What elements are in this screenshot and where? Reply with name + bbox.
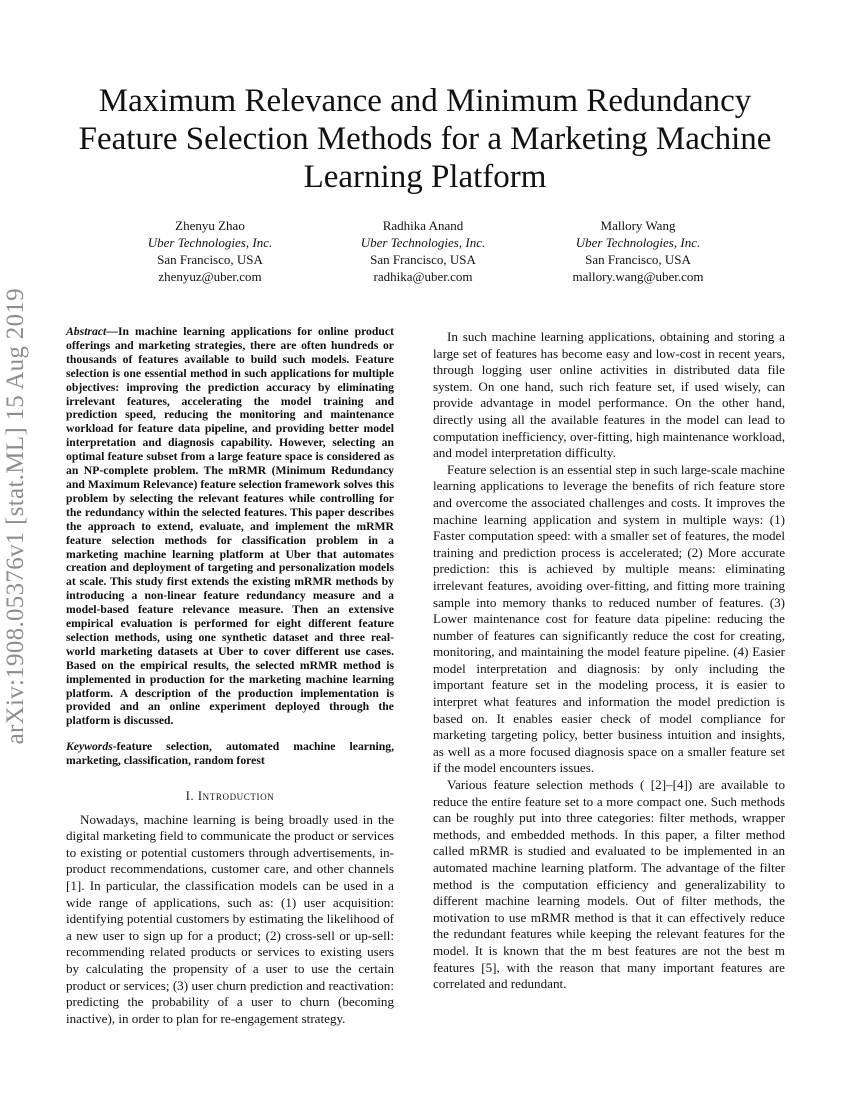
author-affiliation: Uber Technologies, Inc. xyxy=(360,235,486,250)
left-column xyxy=(66,325,394,1027)
author-location: San Francisco, USA xyxy=(370,252,476,267)
author-location: San Francisco, USA xyxy=(157,252,263,267)
author-email: radhika@uber.com xyxy=(373,269,473,284)
keywords-label: Keywords xyxy=(66,740,113,754)
author-block-1 xyxy=(100,217,320,285)
author-name: Zhenyu Zhao xyxy=(175,218,245,233)
right-column xyxy=(433,329,785,993)
author-affiliation: Uber Technologies, Inc. xyxy=(575,235,701,250)
abstract xyxy=(66,325,394,728)
author-email: mallory.wang@uber.com xyxy=(572,269,704,284)
keywords-text: -feature selection, automated machine learning, marketing, classification, random forest xyxy=(66,740,394,768)
author-affiliation: Uber Technologies, Inc. xyxy=(147,235,273,250)
section-heading-introduction: I. Introduction xyxy=(185,789,275,804)
intro-paragraph: Nowadays, machine learning is being broadly used in the digital marketing field to communicate the product or services to existing or potential customers through advertisements, in-product recommendations, customer care, and other channels [1]. In particular, the classification models can be used in a wide range of applications, such as: (1) user acquisition: identifying potential customers by estimating the likelihood of a new user to sign up for a product; (2) cross-sell or up-sell: recommending related products or services to existing users by calculating the propensity of a user to use the certain product or services; (3) user churn prediction and reactivation: predicting the probability of a user to churn (becoming inactive), in order to plan for re-engagement strategy. xyxy=(66,811,394,1026)
body-paragraph-2: Feature selection is an essential step in such large-scale machine learning applications to leverage the benefits of rich feature store and overcome the associated challenges and costs. It improves the machine learning application and system in multiple ways: (1) Faster computation speed: with a smaller set of features, the model training and prediction process is accelerated; (2) More accurate prediction: this is achieved by multiple means: eliminating irrelevant features, avoiding over-fitting, and fitting more training sample into memory thanks to reduced number of features. (3) Lower maintenance cost for feature data pipeline: reducing the number of features can significantly reduce the cost for creating, monitoring, and maintaining the model feature pipeline. (4) Easier model interpretation and diagnosis: by only including the important feature set in the modeling process, it is easier to interpret what features and information the model prediction is based on. It enables easier check of model compliance for marketing targeting policy, better business intuition and insights, as well as a more focused diagnosis space on a smaller feature set if the model encounters issues. xyxy=(433,461,785,776)
abstract-text: —In machine learning applications for online product offerings and marketing strategies, there are often hundreds or thousands of features available to build such models. Feature selection is one essential method in such applications for multiple objectives: improving the prediction accuracy by eliminating irrelevant features, accelerating the model training and prediction speed, reducing the monitoring and maintenance workload for feature data pipeline, and providing better model interpretation and diagnosis capability. However, selecting an optimal feature subset from a large feature space is considered as an NP-complete problem. The mRMR (Minimum Redundancy and Maximum Relevance) feature selection framework solves this problem by selecting the relevant features while controlling for the redundancy within the selected features. This paper describes the approach to extend, evaluate, and implement the mRMR feature selection methods for classification problem in a marketing machine learning platform at Uber that automates creation and deployment of targeting and personalization models at scale. This study first extends the existing mRMR methods by introducing a non-linear feature redundancy measure and a model-based feature relevance measure. Then an extensive empirical evaluation is performed for eight different feature selection methods, using one synthetic dataset and three real-world marketing datasets at Uber to cover different use cases. Based on the empirical results, the selected mRMR method is implemented in production for the marketing machine learning platform. A description of the production implementation is provided and an online experiment deployed through the platform is discussed. xyxy=(66,325,394,728)
arxiv-sidebar-stamp: arXiv:1908.05376v1 [stat.ML] 15 Aug 2019 xyxy=(2,288,29,745)
author-name: Radhika Anand xyxy=(382,218,464,233)
body-paragraph-3: Various feature selection methods ( [2]–[4]) are available to reduce the entire feature set to a more compact one. Such methods can be roughly put into three categories: filter methods, wrapper methods, and embedded methods. In this paper, a filter method called mRMR is studied and evaluated to be implemented in an automated machine learning platform. The advantage of the filter method is the computation efficiency and generalizability to different machine learning models. Out of filter methods, the motivation to use mRMR method is that it can effectively reduce the redundant features while keeping the relevant features for the model. It is known that the m best features are not the best m features [5], with the reason that many important features are correlated and redundant. xyxy=(433,777,785,992)
author-name: Mallory Wang xyxy=(600,218,676,233)
author-block-3 xyxy=(528,217,748,285)
paper-title: Maximum Relevance and Minimum Redundancy Feature Selection Methods for a Marketing Machine Learning Platform xyxy=(78,83,772,195)
abstract-label: Abstract xyxy=(66,325,107,338)
author-email: zhenyuz@uber.com xyxy=(158,269,262,284)
body-paragraph-1: In such machine learning applications, obtaining and storing a large set of features has become easy and low-cost in recent years, through logging user online activities in distributed data file system. On one hand, such rich feature set, if used wisely, can provide advantage in model performance. On the other hand, directly using all the available features in the model can lead to computation inefficiency, over-fitting, high maintenance workload, and model interpretation difficulty. xyxy=(433,329,785,461)
keywords xyxy=(66,740,394,768)
author-block-2 xyxy=(313,217,533,285)
author-location: San Francisco, USA xyxy=(585,252,691,267)
